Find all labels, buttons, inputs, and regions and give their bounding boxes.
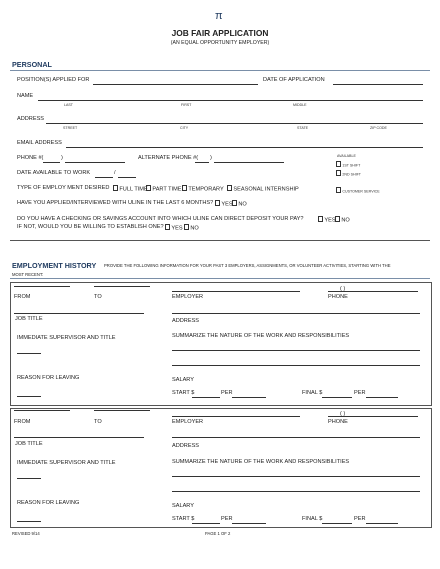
supervisor-label-2: IMMEDIATE SUPERVISOR AND TITLE — [17, 460, 116, 466]
summary-line-1a[interactable] — [172, 350, 420, 351]
final-salary-label-1: FINAL $ — [302, 390, 323, 396]
summary-line-2b[interactable] — [172, 491, 420, 492]
summarize-label-2: SUMMARIZE THE NATURE OF THE WORK AND RESPONSIBILITIES — [172, 459, 350, 465]
temporary-option[interactable]: TEMPORARY — [182, 185, 224, 193]
employer-field-2[interactable] — [172, 416, 300, 417]
phone-paren-1: ( ) — [340, 286, 346, 292]
address-label-emp-1: ADDRESS — [172, 318, 200, 324]
revised-note: REVISED 9/14 — [12, 531, 40, 536]
interviewed-question: HAVE YOU APPLIED/INTERVIEWED WITH ULINE IN THE LAST 6 MONTHS? — [17, 200, 214, 206]
name-last-sub: LAST — [64, 103, 73, 107]
supervisor-field-1[interactable] — [17, 353, 41, 354]
part-time-option[interactable]: PART TIME — [146, 185, 182, 193]
section-heading-personal: PERSONAL — [12, 60, 52, 69]
start-salary-label-1: START $ — [172, 390, 195, 396]
full-time-option[interactable]: FULL TIME — [113, 185, 148, 193]
deposit-question: DO YOU HAVE A CHECKING OR SAVINGS ACCOUNT INTO WHICH ULINE CAN DIRECT DEPOSIT YOUR PAY? — [17, 216, 304, 222]
deposit-no-option[interactable]: NO — [335, 216, 350, 224]
alt-phone-field[interactable] — [214, 162, 284, 163]
address-label: ADDRESS — [17, 116, 45, 122]
start-salary-label-2: START $ — [172, 516, 195, 522]
section-heading-employment: EMPLOYMENT HISTORY — [12, 261, 97, 270]
to-label-2: TO — [94, 419, 102, 425]
to-date-field-2[interactable] — [94, 410, 150, 411]
establish-no-option[interactable]: NO — [184, 224, 199, 232]
address-field-emp-2[interactable] — [172, 437, 420, 438]
establish-yes-option[interactable]: YES — [165, 224, 183, 232]
temporary-checkbox[interactable] — [182, 185, 187, 191]
seasonal-checkbox[interactable] — [227, 185, 232, 191]
start-per-field-2[interactable] — [232, 523, 266, 524]
date-available-slash: / — [114, 170, 116, 176]
from-label-1: FROM — [14, 294, 31, 300]
full-time-checkbox[interactable] — [113, 185, 118, 191]
final-per-field-1[interactable] — [366, 397, 398, 398]
page-number: PAGE 1 OF 2 — [205, 531, 231, 536]
final-salary-field-1[interactable] — [322, 397, 352, 398]
reason-field-2[interactable] — [17, 521, 41, 522]
job-title-field-1[interactable] — [14, 313, 144, 314]
name-label: NAME — [17, 93, 34, 99]
deposit-no-checkbox[interactable] — [335, 216, 340, 222]
date-available-day-field[interactable] — [118, 177, 136, 178]
seasonal-option[interactable]: SEASONAL INTERNSHIP — [227, 185, 299, 193]
name-middle-sub: MIDDLE — [293, 103, 307, 107]
reason-field-1[interactable] — [17, 396, 41, 397]
logo-icon: π — [215, 10, 223, 22]
start-per-field-1[interactable] — [232, 397, 266, 398]
salary-label-1: SALARY — [172, 377, 194, 383]
deposit-yes-option[interactable]: YES — [318, 216, 336, 224]
final-per-label-1: PER — [354, 390, 366, 396]
email-field[interactable] — [66, 147, 423, 148]
employment-instructions: PROVIDE THE FOLLOWING INFORMATION FOR YOUR PAST 3 EMPLOYERS, ASSIGNMENTS, OR VOLUNTEER ACTIVITIES, STARTING WITH THE — [104, 263, 391, 268]
start-per-label-1: PER — [221, 390, 233, 396]
alt-phone-label: ALTERNATE PHONE #( — [138, 155, 199, 161]
phone-label-1: PHONE — [328, 294, 348, 300]
phone-label: PHONE #( — [17, 155, 44, 161]
name-first-sub: FIRST — [181, 103, 192, 107]
establish-yes-checkbox[interactable] — [165, 224, 170, 230]
final-salary-field-2[interactable] — [322, 523, 352, 524]
shift-available-label: AVAILABLE — [337, 154, 356, 158]
address-zip-sub: ZIP CODE — [370, 126, 387, 130]
interviewed-no-option[interactable]: NO — [232, 200, 247, 208]
phone-paren-2: ( ) — [340, 411, 346, 417]
employer-label-2: EMPLOYER — [172, 419, 204, 425]
page-title: JOB FAIR APPLICATION — [171, 28, 269, 38]
phone-area-field[interactable] — [43, 162, 60, 163]
from-date-field-2[interactable] — [14, 410, 70, 411]
supervisor-field-2[interactable] — [17, 478, 41, 479]
phone-field-2[interactable] — [328, 416, 418, 417]
final-per-field-2[interactable] — [366, 523, 398, 524]
start-per-label-2: PER — [221, 516, 233, 522]
job-title-field-2[interactable] — [14, 437, 144, 438]
start-salary-field-1[interactable] — [192, 397, 220, 398]
address-field-emp-1[interactable] — [172, 313, 420, 314]
from-label-2: FROM — [14, 419, 31, 425]
address-field[interactable] — [46, 123, 423, 124]
type-label: TYPE OF EMPLOY MENT DESIRED — [17, 185, 110, 191]
deposit-yes-checkbox[interactable] — [318, 216, 323, 222]
name-field[interactable] — [38, 100, 423, 101]
address-label-emp-2: ADDRESS — [172, 443, 200, 449]
salary-label-2: SALARY — [172, 503, 194, 509]
address-street-sub: STREET — [63, 126, 78, 130]
employer-field-1[interactable] — [172, 291, 300, 292]
reason-label-1: REASON FOR LEAVING — [17, 375, 80, 381]
shift-1-option[interactable]: 1ST SHIFT — [336, 161, 360, 168]
phone-label-2: PHONE — [328, 419, 348, 425]
employer-block-2 — [10, 408, 432, 528]
interviewed-yes-checkbox[interactable] — [215, 200, 220, 206]
personal-section — [10, 72, 430, 240]
summary-line-1b[interactable] — [172, 365, 420, 366]
interviewed-yes-option[interactable]: YES — [215, 200, 233, 208]
reason-label-2: REASON FOR LEAVING — [17, 500, 80, 506]
divider — [10, 278, 430, 279]
job-title-label-2: JOB TITLE — [15, 441, 43, 447]
employer-block-1 — [10, 282, 432, 406]
customer-service-option[interactable]: CUSTOMER SERVICE — [336, 187, 380, 194]
part-time-checkbox[interactable] — [146, 185, 151, 191]
email-label: EMAIL ADDRESS — [17, 140, 62, 146]
summary-line-2a[interactable] — [172, 476, 420, 477]
customer-service-checkbox[interactable] — [336, 187, 341, 193]
date-of-application-field[interactable] — [333, 84, 423, 85]
divider — [10, 240, 430, 241]
shift-2-checkbox[interactable] — [336, 170, 341, 176]
start-salary-field-2[interactable] — [192, 523, 220, 524]
establish-no-checkbox[interactable] — [184, 224, 189, 230]
to-label-1: TO — [94, 294, 102, 300]
position-field[interactable] — [93, 84, 258, 85]
phone-field-1[interactable] — [328, 291, 418, 292]
date-available-label: DATE AVAILABLE TO WORK — [17, 170, 91, 176]
alt-phone-area-field[interactable] — [195, 162, 209, 163]
supervisor-label-1: IMMEDIATE SUPERVISOR AND TITLE — [17, 335, 116, 341]
position-label: POSITION(S) APPLIED FOR — [17, 77, 90, 83]
address-city-sub: CITY — [180, 126, 189, 130]
divider — [10, 70, 430, 71]
phone-field[interactable] — [65, 162, 125, 163]
to-date-field-1[interactable] — [94, 286, 150, 287]
summarize-label-1: SUMMARIZE THE NATURE OF THE WORK AND RESPONSIBILITIES — [172, 333, 350, 339]
from-date-field-1[interactable] — [14, 286, 70, 287]
final-per-label-2: PER — [354, 516, 366, 522]
job-title-label-1: JOB TITLE — [15, 316, 43, 322]
address-state-sub: STATE — [297, 126, 309, 130]
employment-instructions-2: MOST RECENT: — [12, 272, 44, 277]
shift-2-option[interactable]: 2ND SHIFT — [336, 170, 361, 177]
employer-label-1: EMPLOYER — [172, 294, 204, 300]
date-of-application-label: DATE OF APPLICATION — [263, 77, 325, 83]
page-subtitle: (AN EQUAL OPPORTUNITY EMPLOYER) — [170, 40, 270, 46]
alt-phone-paren: ) — [210, 155, 212, 161]
shift-1-checkbox[interactable] — [336, 161, 341, 167]
phone-paren: ) — [61, 155, 63, 161]
final-salary-label-2: FINAL $ — [302, 516, 323, 522]
establish-question: IF NOT, WOULD YOU BE WILLING TO ESTABLISH ONE? — [17, 224, 164, 230]
date-available-month-field[interactable] — [95, 177, 113, 178]
interviewed-no-checkbox[interactable] — [232, 200, 237, 206]
